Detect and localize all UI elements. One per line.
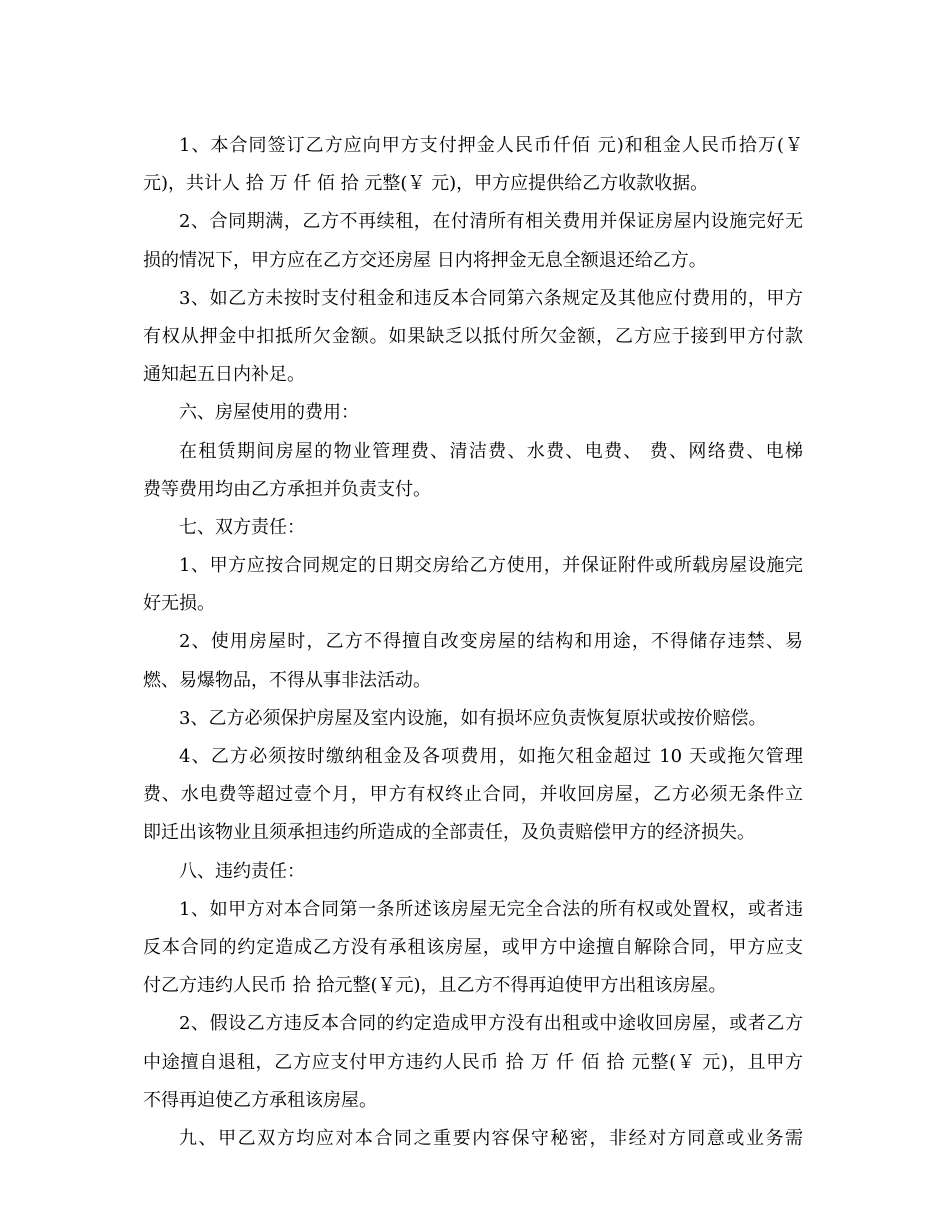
text-line: 好无损。 — [143, 593, 215, 615]
text-line: 八、违约责任： — [179, 860, 305, 882]
text-line: 不得再迫使乙方承租该房屋。 — [143, 1089, 377, 1111]
text-line: 中途擅自退租，乙方应支付甲方违约人民币 拾 万 仟 佰 拾 元整(￥ 元)，且甲方 — [143, 1051, 803, 1073]
text-line: 2、假设乙方违反本合同的约定造成甲方没有出租或中途收回房屋，或者乙方 — [179, 1013, 803, 1035]
contract-body — [143, 127, 803, 1158]
text-line: 通知起五日内补足。 — [143, 364, 305, 386]
text-line: 九、甲乙双方均应对本合同之重要内容保守秘密，非经对方同意或业务需 — [179, 1127, 803, 1149]
text-line: 反本合同的约定造成乙方没有承租该房屋，或甲方中途擅自解除合同，甲方应支 — [143, 936, 803, 958]
text-line: 费、水电费等超过壹个月，甲方有权终止合同，并收回房屋，乙方必须无条件立 — [143, 784, 803, 806]
text-line: 3、乙方必须保护房屋及室内设施，如有损坏应负责恢复原状或按价赔偿。 — [179, 707, 767, 729]
text-line: 2、使用房屋时，乙方不得擅自改变房屋的结构和用途，不得储存违禁、易 — [179, 631, 803, 653]
text-line: 六、房屋使用的费用： — [179, 402, 359, 424]
text-line: 1、如甲方对本合同第一条所述该房屋无完全合法的所有权或处置权，或者违 — [179, 898, 803, 920]
text-line: 1、甲方应按合同规定的日期交房给乙方使用，并保证附件或所载房屋设施完 — [179, 555, 803, 577]
text-line: 1、本合同签订乙方应向甲方支付押金人民币仟佰 元)和租金人民币拾万(￥ — [179, 135, 803, 156]
text-line: 在租赁期间房屋的物业管理费、清洁费、水费、电费、 费、网络费、电梯 — [179, 440, 803, 462]
text-line: 3、如乙方未按时支付租金和违反本合同第六条规定及其他应付费用的，甲方 — [179, 287, 803, 309]
text-line: 4、乙方必须按时缴纳租金及各项费用，如拖欠租金超过 10 天或拖欠管理 — [179, 746, 803, 767]
text-line: 有权从押金中扣抵所欠金额。如果缺乏以抵付所欠金额，乙方应于接到甲方付款 — [143, 325, 803, 347]
text-line: 元)，共计人 拾 万 仟 佰 拾 元整(￥ 元)，甲方应提供给乙方收款收据。 — [143, 173, 709, 195]
text-line: 付乙方违约人民币 拾 拾元整(￥元)，且乙方不得再迫使甲方出租该房屋。 — [143, 975, 727, 997]
text-line: 费等费用均由乙方承担并负责支付。 — [143, 478, 431, 500]
text-line: 2、合同期满，乙方不再续租，在付清所有相关费用并保证房屋内设施完好无 — [179, 211, 803, 233]
text-line: 燃、易爆物品，不得从事非法活动。 — [143, 669, 431, 691]
text-line: 七、双方责任： — [179, 516, 305, 538]
text-line: 即迁出该物业且须承担违约所造成的全部责任，及负责赔偿甲方的经济损失。 — [143, 822, 755, 844]
text-line: 损的情况下，甲方应在乙方交还房屋 日内将押金无息全额退还给乙方。 — [143, 249, 707, 271]
